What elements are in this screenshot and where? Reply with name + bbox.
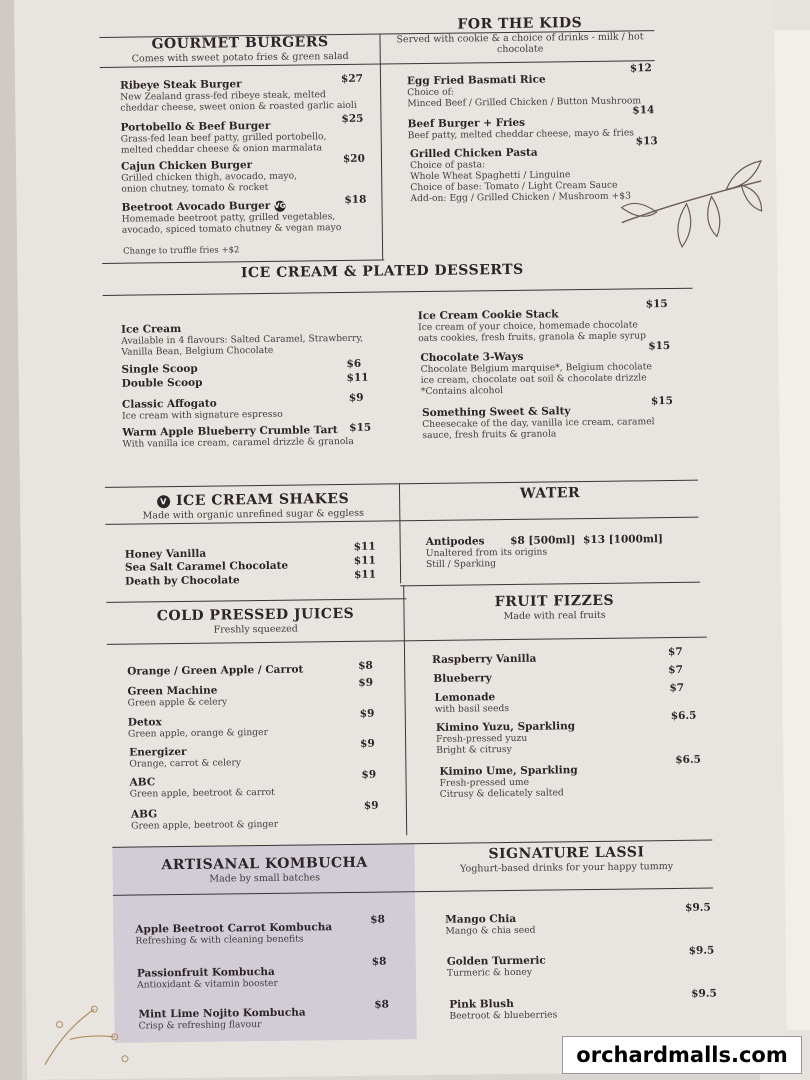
menu-item xyxy=(407,72,647,109)
menu-item xyxy=(432,651,662,666)
item-desc: Grilled chicken thigh, avocado, mayo, onion chutney, tomato & rocket xyxy=(121,170,298,195)
menu-item xyxy=(120,119,370,156)
lassi-subtitle: Yoghurt-based drinks for your happy tummy xyxy=(460,861,674,875)
item-desc: With vanilla ice cream, caramel drizzle & granola xyxy=(122,435,354,450)
item-name: Mint Lime Nojito Kombucha xyxy=(138,1006,306,1021)
water-header xyxy=(402,484,698,504)
menu-item xyxy=(407,115,647,141)
item-price: $9.5 xyxy=(685,901,711,914)
menu-item xyxy=(410,145,651,204)
item-price: $8 xyxy=(374,998,389,1011)
menu-item xyxy=(418,307,658,344)
item-name: Detox xyxy=(127,716,162,729)
fizzes-header xyxy=(404,592,704,624)
item-desc: Orange, carrot & celery xyxy=(129,757,242,770)
item-name: Grilled Chicken Pasta xyxy=(409,146,538,161)
item-name: Something Sweet & Salty xyxy=(422,405,571,420)
menu-item xyxy=(129,774,359,800)
item-price: $7 xyxy=(668,663,683,677)
juices-header xyxy=(109,605,401,637)
kombucha-subtitle: Made by small batches xyxy=(209,872,321,885)
item-price: $6.5 xyxy=(670,709,697,723)
desserts-title: ICE CREAM & PLATED DESSERTS xyxy=(240,261,524,282)
menu-item xyxy=(445,911,665,937)
item-name: Beef Burger + Fries xyxy=(407,116,526,131)
item-price: $9 xyxy=(363,799,379,812)
item-name: Ribeye Steak Burger xyxy=(119,78,242,92)
floral-decoration-icon xyxy=(34,988,145,1069)
item-price: $27 xyxy=(340,72,363,86)
item-price: $7 xyxy=(667,645,683,659)
item-desc: Choice of pasta: Whole Wheat Spaghetti / Linguine Choice of base: Tomato / Light Cream Sauce Add-on: Egg / Grilled Chicken / Mushroom +$3 xyxy=(409,159,631,205)
item-price: $9.5 xyxy=(691,987,717,1000)
divider xyxy=(106,598,406,603)
item-name: Mango Chia xyxy=(445,912,517,926)
item-name: Beetroot Avocado Burger xyxy=(121,199,271,214)
item-price: $11 xyxy=(353,540,376,553)
item-desc: Green apple, beetroot & carrot xyxy=(129,786,275,800)
kombucha-header xyxy=(116,854,412,886)
shakes-header xyxy=(108,490,398,522)
item-name: ABC xyxy=(129,776,156,789)
fizzes-subtitle: Made with real fruits xyxy=(503,609,606,623)
vegetarian-icon: V xyxy=(157,495,170,508)
item-desc: Antioxidant & vitamin booster xyxy=(136,977,278,991)
menu-item xyxy=(121,320,401,357)
item-size: [1000ml] xyxy=(608,533,664,546)
item-name: Energizer xyxy=(129,745,187,759)
item-price: $15 xyxy=(650,394,673,408)
divider xyxy=(400,582,700,587)
item-name: Sea Salt Caramel Chocolate xyxy=(124,559,289,574)
item-name: Passionfruit Kombucha xyxy=(136,965,275,980)
divider xyxy=(379,34,383,260)
menu-item xyxy=(131,806,361,832)
item-price: $15 xyxy=(645,298,668,311)
item-price: $25 xyxy=(341,112,364,126)
burgers-note: Change to truffle fries +$2 xyxy=(123,245,240,257)
menu-item xyxy=(420,349,661,397)
menu-item xyxy=(439,763,669,800)
menu-item xyxy=(125,559,345,574)
menu-item xyxy=(122,396,372,422)
item-price: $14 xyxy=(632,104,655,117)
menu-item xyxy=(121,199,371,236)
item-price: $11 xyxy=(353,554,376,567)
item-name: Death by Chocolate xyxy=(125,574,240,588)
item-name: Kimino Ume, Sparkling xyxy=(439,764,578,778)
lassi-title: SIGNATURE LASSI xyxy=(488,844,645,863)
item-price: $9 xyxy=(348,391,364,404)
item-name: Antipodes xyxy=(425,535,485,549)
kids-subtitle: Served with cookie & a choice of drinks - milk / hot chocolate xyxy=(396,31,644,56)
burgers-header xyxy=(102,34,377,65)
item-name: Ice Cream Cookie Stack xyxy=(417,308,559,323)
item-name: Orange / Green Apple / Carrot xyxy=(127,663,304,678)
menu-item xyxy=(129,744,359,770)
item-desc: Green apple, orange & ginger xyxy=(127,726,269,740)
item-desc: Cheesecake of the day, vanilla ice cream, caramel sauce, fresh fruits & granola xyxy=(422,416,655,442)
menu-item xyxy=(128,714,358,740)
menu-item xyxy=(433,670,663,685)
site-watermark: orchardmalls.com xyxy=(562,1036,802,1074)
item-price: $9 xyxy=(361,768,377,781)
item-name: Double Scoop xyxy=(121,376,203,390)
menu-item xyxy=(127,663,357,678)
item-price: $15 xyxy=(349,421,372,434)
item-name: Chocolate 3-Ways xyxy=(420,350,524,365)
menu-item xyxy=(434,689,664,715)
item-price: $9 xyxy=(359,707,375,720)
menu-item xyxy=(138,1006,378,1032)
item-name: Ice Cream xyxy=(120,322,182,336)
burgers-subtitle: Comes with sweet potato fries & green salad xyxy=(131,50,349,65)
item-price: $7 xyxy=(669,681,685,695)
item-name: Warm Apple Blueberry Crumble Tart xyxy=(122,424,338,439)
lassi-header xyxy=(416,843,716,875)
item-name: Lemonade xyxy=(434,691,496,704)
item-desc: Mango & chia seed xyxy=(445,924,536,937)
item-price: $8 xyxy=(371,955,387,968)
item-desc: Beetroot & blueberries xyxy=(449,1009,558,1022)
juices-title: COLD PRESSED JUICES xyxy=(156,605,355,625)
item-desc: Choice of: Minced Beef / Grilled Chicken / Button Mushroom xyxy=(407,86,642,110)
divider xyxy=(107,637,707,645)
item-price: $11 xyxy=(346,371,369,384)
menu-item xyxy=(447,953,667,979)
menu-item xyxy=(121,361,321,375)
item-name: Raspberry Vanilla xyxy=(432,652,537,666)
item-price: $20 xyxy=(342,152,365,165)
menu-item xyxy=(127,683,357,709)
item-price: $13 xyxy=(635,135,658,148)
menu-item xyxy=(426,533,696,570)
leaf-decoration-icon xyxy=(616,151,767,263)
menu-item xyxy=(125,573,345,588)
item-name: ABG xyxy=(130,808,158,821)
item-desc: with basil seeds xyxy=(434,703,510,715)
water-title: WATER xyxy=(519,485,581,502)
item-desc: Beef patty, melted cheddar cheese, mayo & fries xyxy=(407,127,635,142)
menu-page xyxy=(14,0,787,1080)
item-price: $6 xyxy=(346,357,362,370)
item-desc: Crisp & refreshing flavour xyxy=(138,1019,262,1032)
item-desc: Refreshing & with cleaning benefits xyxy=(135,933,304,947)
menu-item xyxy=(436,719,666,756)
shakes-title: ICE CREAM SHAKES xyxy=(175,490,350,510)
item-name: Kimino Yuzu, Sparkling xyxy=(435,720,576,734)
divider xyxy=(103,288,693,296)
item-price: $12 xyxy=(629,62,652,75)
item-price: $8 xyxy=(510,534,525,547)
shakes-subtitle: Made with organic unrefined sugar & eggless xyxy=(142,507,365,522)
menu-item xyxy=(449,996,669,1022)
burgers-title: GOURMET BURGERS xyxy=(151,34,329,53)
menu-item xyxy=(137,965,377,991)
vegan-icon: VG xyxy=(274,201,286,210)
item-desc: Turmeric & honey xyxy=(446,966,533,979)
kids-header xyxy=(382,14,657,56)
item-price: $8 xyxy=(358,659,373,672)
item-name: Classic Affogato xyxy=(121,397,217,411)
fizzes-title: FRUIT FIZZES xyxy=(494,592,615,611)
menu-item xyxy=(122,421,382,450)
item-desc: Green apple & celery xyxy=(127,696,228,709)
desserts-header xyxy=(102,260,662,283)
item-price: $18 xyxy=(344,193,367,206)
item-name: Golden Turmeric xyxy=(446,954,546,968)
kids-title: FOR THE KIDS xyxy=(457,15,583,33)
item-name: Cajun Chicken Burger xyxy=(120,159,253,173)
item-price: $9.5 xyxy=(688,944,715,957)
menu-item xyxy=(121,158,371,195)
item-desc: Fresh-pressed ume Citrusy & delicately salted xyxy=(439,776,564,800)
menu-item xyxy=(122,375,322,389)
menu-item xyxy=(120,77,370,114)
item-name: Green Machine xyxy=(127,684,218,698)
item-price: $15 xyxy=(648,340,671,353)
item-price: $6.5 xyxy=(675,753,701,766)
item-desc: Ice cream of your choice, homemade chocolate oats cookies, fresh fruits, granola & maple syrup xyxy=(417,319,647,345)
item-desc: Fresh-pressed yuzu Bright & citrusy xyxy=(435,732,528,756)
divider xyxy=(399,483,401,583)
item-name: Blueberry xyxy=(433,672,492,685)
item-desc: Grass-fed lean beef patty, grilled portobello, melted cheddar cheese & onion marmalata xyxy=(120,131,327,156)
item-name: Portobello & Beef Burger xyxy=(120,119,271,134)
item-desc: Homemade beetroot patty, grilled vegetables, avocado, spiced tomato chutney & vegan mayo xyxy=(121,211,342,236)
menu-item xyxy=(135,921,375,947)
item-desc: Ice cream with signature espresso xyxy=(122,408,283,422)
item-name: Egg Fried Basmati Rice xyxy=(406,73,546,88)
item-price: $8 xyxy=(370,913,385,926)
item-price: $9 xyxy=(360,737,375,750)
item-name: Apple Beetroot Carrot Kombucha xyxy=(135,921,333,936)
item-desc: Chocolate Belgium marquise*, Belgium chocolate ice cream, chocolate oat soil & chocolate drizzle *Contains alcohol xyxy=(420,361,652,398)
menu-item xyxy=(422,404,662,441)
item-size: [500ml] xyxy=(528,534,576,547)
item-desc: Green apple, beetroot & ginger xyxy=(131,818,279,832)
item-name: Single Scoop xyxy=(121,362,198,376)
item-name: Pink Blush xyxy=(449,997,514,1011)
item-price: $13 xyxy=(583,533,606,547)
juices-subtitle: Freshly squeezed xyxy=(213,623,298,636)
item-desc: Unaltered from its origins Still / Sparking xyxy=(425,546,548,571)
item-desc: Available in 4 flavours: Salted Caramel, Strawberry, Vanilla Bean, Belgium Chocolate xyxy=(121,332,364,358)
item-name: Honey Vanilla xyxy=(124,547,207,561)
kombucha-title: ARTISANAL KOMBUCHA xyxy=(161,854,368,874)
item-price: $9 xyxy=(358,676,374,689)
item-price: $11 xyxy=(353,568,377,581)
item-desc: New Zealand grass-fed ribeye steak, melted cheddar cheese, sweet onion & roasted garlic aioli xyxy=(120,89,357,114)
